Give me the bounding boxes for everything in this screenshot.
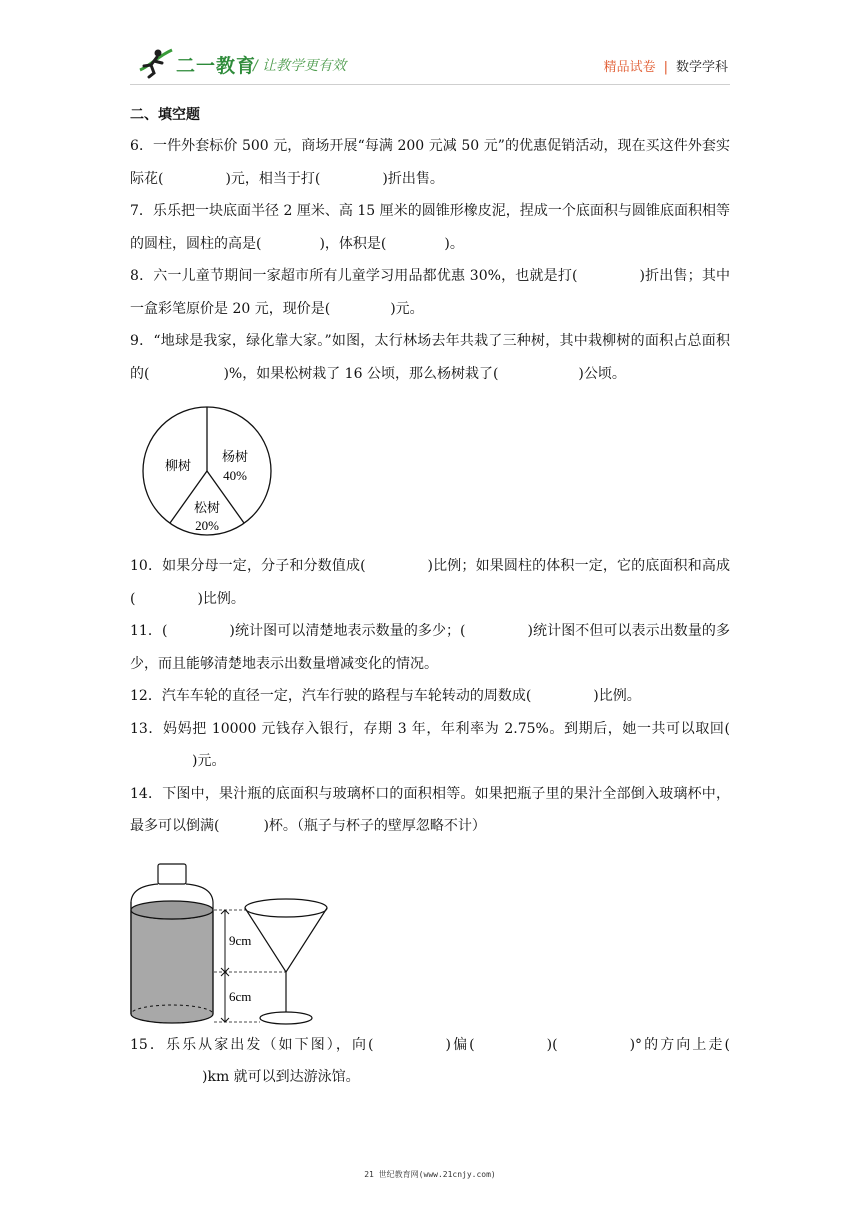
pie-percent-pine: 20% [195,518,219,533]
section-title: 二、填空题 [130,107,200,123]
pie-percent-poplar: 40% [223,468,247,483]
page-header [0,0,860,88]
lower-height-label: 6cm [229,989,252,1004]
question-9: 9．“地球是我家，绿化靠大家。”如图，太行林场去年共栽了三种树，其中栽柳树的面积占总面积的( )%，如果松树栽了 16 公顷，那么杨树栽了( )公顷。 [130,333,730,382]
bottle-and-glass-figure [128,862,328,1032]
pie-label-poplar: 杨树 [221,449,249,464]
question-11: 11．( )统计图可以清楚地表示数量的多少；( )统计图不但可以表示出数量的多少，而且能够清楚地表示出数量增减变化的情况。 [130,623,730,672]
runner-logo-icon [136,44,176,80]
paper-tag: 精品试卷 [603,60,656,75]
glass-rim [245,899,327,917]
pie-label-willow: 柳树 [164,458,192,473]
header-divider [130,84,730,85]
question-12: 12．汽车车轮的直径一定，汽车行驶的路程与车轮转动的周数成( )比例。 [130,688,641,704]
subject-label: 数学学科 [675,60,728,75]
tree-area-pie-chart [140,404,274,538]
page-footer: 21 世纪教育网(www.21cnjy.com) [364,1170,496,1179]
question-13: 13．妈妈把 10000 元钱存入银行，存期 3 年，年利率为 2.75%。到期后，她一共可以取回()元。 [130,720,730,769]
question-6: 6．一件外套标价 500 元，商场开展“每满 200 元减 50 元”的优惠促销活动，现在买这件外套实际花( )元，相当于打( )折出售。 [130,138,730,187]
pie-label-pine: 松树 [193,500,221,515]
juice-fill [131,910,213,1023]
brand-right [604,56,728,75]
question-8: 8．六一儿童节期间一家超市所有儿童学习用品都优惠 30%，也就是打( )折出售；其中一盒彩笔原价是 20 元，现价是( )元。 [130,268,730,317]
bottle-cap [158,864,186,884]
question-7: 7．乐乐把一块底面半径 2 厘米、高 15 厘米的圆锥形橡皮泥，捏成一个底面积与圆锥底面积相等的圆柱，圆柱的高是( )，体积是( )。 [130,203,730,252]
header-separator: | [663,60,668,75]
juice-surface [131,901,213,919]
logo-text: 二一教育 [176,55,257,77]
slogan: / 让教学更有效 [253,58,347,74]
question-15: 15．乐乐从家出发（如下图），向( )偏( )( )°的方向上走()km 就可以到达游泳馆。 [130,1036,730,1085]
question-10: 10．如果分母一定，分子和分数值成( )比例；如果圆柱的体积一定，它的底面积和高成( )比例。 [130,558,730,607]
question-14: 14．下图中，果汁瓶的底面积与玻璃杯口的面积相等。如果把瓶子里的果汁全部倒入玻璃杯中，最多可以倒满( )杯。（瓶子与杯子的壁厚忽略不计） [130,785,730,834]
upper-height-label: 9cm [229,933,252,948]
glass-base [260,1012,312,1024]
